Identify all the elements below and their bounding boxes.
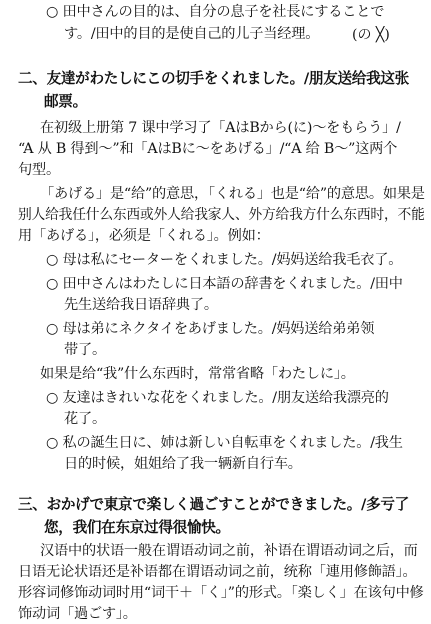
paragraph-line: “A 从 B 得到～”和「AはBに～をあげる」/“A 给 B～”这两个: [18, 141, 398, 157]
example-translation: 先生送给我日语辞典了。: [64, 297, 218, 313]
example-sentence: ○ 田中さんの目的は、自分の息子を社長にすることで: [46, 4, 385, 20]
example-translation: 带了。: [64, 342, 106, 358]
example-translation: 日的时候，姐姐给了我一辆新自行车。: [64, 456, 302, 472]
section-heading-3: 三、おかげで東京で楽しく過ごすことができました。/多亏了: [18, 496, 409, 513]
paragraph-line: 日语无论状语还是补语都在谓语动词之前，统称「連用修飾語」。: [18, 564, 417, 580]
paragraph-line: 汉语中的状语一般在谓语动词之前，补语在谓语动词之后，而: [40, 543, 418, 559]
section-heading-2: 二、友達がわたしにこの切手をくれました。/朋友送给我这张: [18, 70, 409, 87]
section-heading-2-cont: 邮票。: [44, 93, 87, 110]
paragraph-line: 用「あげる」，必须是「くれる」。例如：: [18, 228, 270, 244]
paragraph-line: 「あげる」是“给”的意思，「くれる」也是“给”的意思。如果是: [40, 186, 425, 202]
paragraph-line: 如果是给“我”什么东西时，常常省略「わたしに」。: [40, 366, 355, 382]
example-sentence: ○ 母は私にセーターをくれました。/妈妈送给我毛衣了。: [46, 252, 403, 268]
example-sentence: ○ 母は弟にネクタイをあげました。/妈妈送给弟弟领: [46, 321, 375, 337]
example-translation: 花了。: [64, 411, 106, 427]
paragraph-line: 饰动词「過ごす」。: [18, 606, 137, 622]
example-sentence: ○ 私の誕生日に、姉は新しい自転車をくれました。/我生: [46, 435, 403, 451]
paragraph-line: 句型。: [18, 162, 60, 178]
section-heading-3-cont: 您，我们在东京过得很愉快。: [44, 519, 230, 536]
example-translation: す。/田中的目的是使自己的儿子当经理。: [64, 26, 320, 42]
example-sentence: ○ 田中さんはわたしに日本語の辞書をくれました。/田中: [46, 276, 403, 292]
paragraph-line: 别人给我任什么东西或外人给我家人、外方给我方什么东西时，不能: [18, 207, 425, 223]
paragraph-line: 在初级上册第 7 课中学习了「AはBから(に)～をもらう」/: [40, 120, 401, 136]
example-sentence: ○ 友達はきれいな花をくれました。/朋友送给我漂亮的: [46, 390, 389, 406]
grammar-note-tag: (の ╳): [352, 27, 390, 43]
paragraph-line: 形容词修饰动词时用“词干＋「く」”的形式。「楽しく」在该句中修: [18, 585, 424, 601]
